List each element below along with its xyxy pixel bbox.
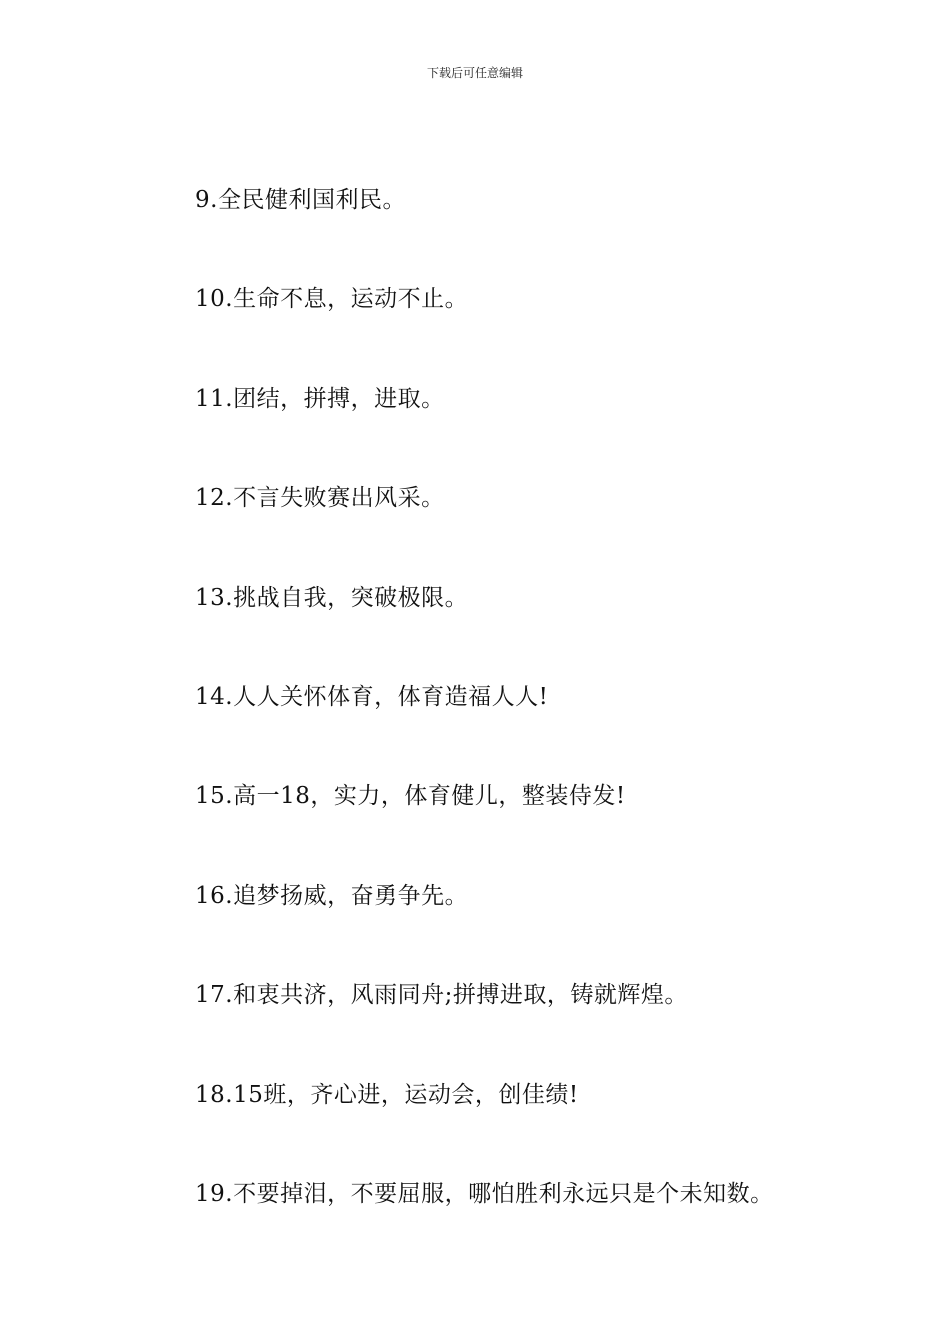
item-text: 团结，拼搏，进取。	[233, 385, 445, 412]
item-text: 挑战自我，突破极限。	[233, 584, 469, 611]
item-text: 高一18，实力，体育健儿，整装侍发!	[233, 783, 626, 810]
list-item	[195, 776, 895, 875]
list-item	[195, 578, 895, 677]
item-text: 追梦扬威，奋勇争先。	[233, 882, 469, 909]
item-number: 16.	[195, 882, 234, 909]
item-text: 不言失败赛出风采。	[233, 485, 445, 512]
item-text: 不要掉泪，不要屈服，哪怕胜利永远只是个未知数。	[233, 1180, 774, 1207]
item-text: 15班，齐心进，运动会，创佳绩!	[233, 1081, 579, 1108]
item-number: 11.	[195, 385, 234, 412]
page-header: 下载后可任意编辑	[426, 66, 523, 80]
item-number: 9.	[195, 187, 218, 213]
item-number: 18.	[195, 1081, 234, 1108]
item-number: 10.	[195, 286, 234, 313]
item-text: 生命不息，运动不止。	[233, 286, 469, 313]
item-number: 15.	[195, 783, 234, 810]
item-number: 14.	[195, 683, 234, 710]
list-item	[195, 279, 895, 378]
list-item	[195, 876, 895, 975]
item-text: 全民健利国利民。	[217, 187, 406, 213]
list-item	[195, 180, 895, 279]
item-number: 19.	[195, 1180, 234, 1207]
item-text: 人人关怀体育，体育造福人人!	[233, 683, 549, 710]
item-text: 和衷共济，风雨同舟;拼搏进取，铸就辉煌。	[233, 982, 688, 1009]
list-item	[195, 1174, 895, 1273]
list-item	[195, 677, 895, 776]
item-number: 17.	[195, 982, 234, 1009]
list-item	[195, 379, 895, 478]
slogan-list	[195, 180, 895, 1273]
list-item	[195, 1075, 895, 1174]
list-item	[195, 478, 895, 577]
list-item	[195, 975, 895, 1074]
item-number: 12.	[195, 485, 234, 512]
item-number: 13.	[195, 584, 234, 611]
